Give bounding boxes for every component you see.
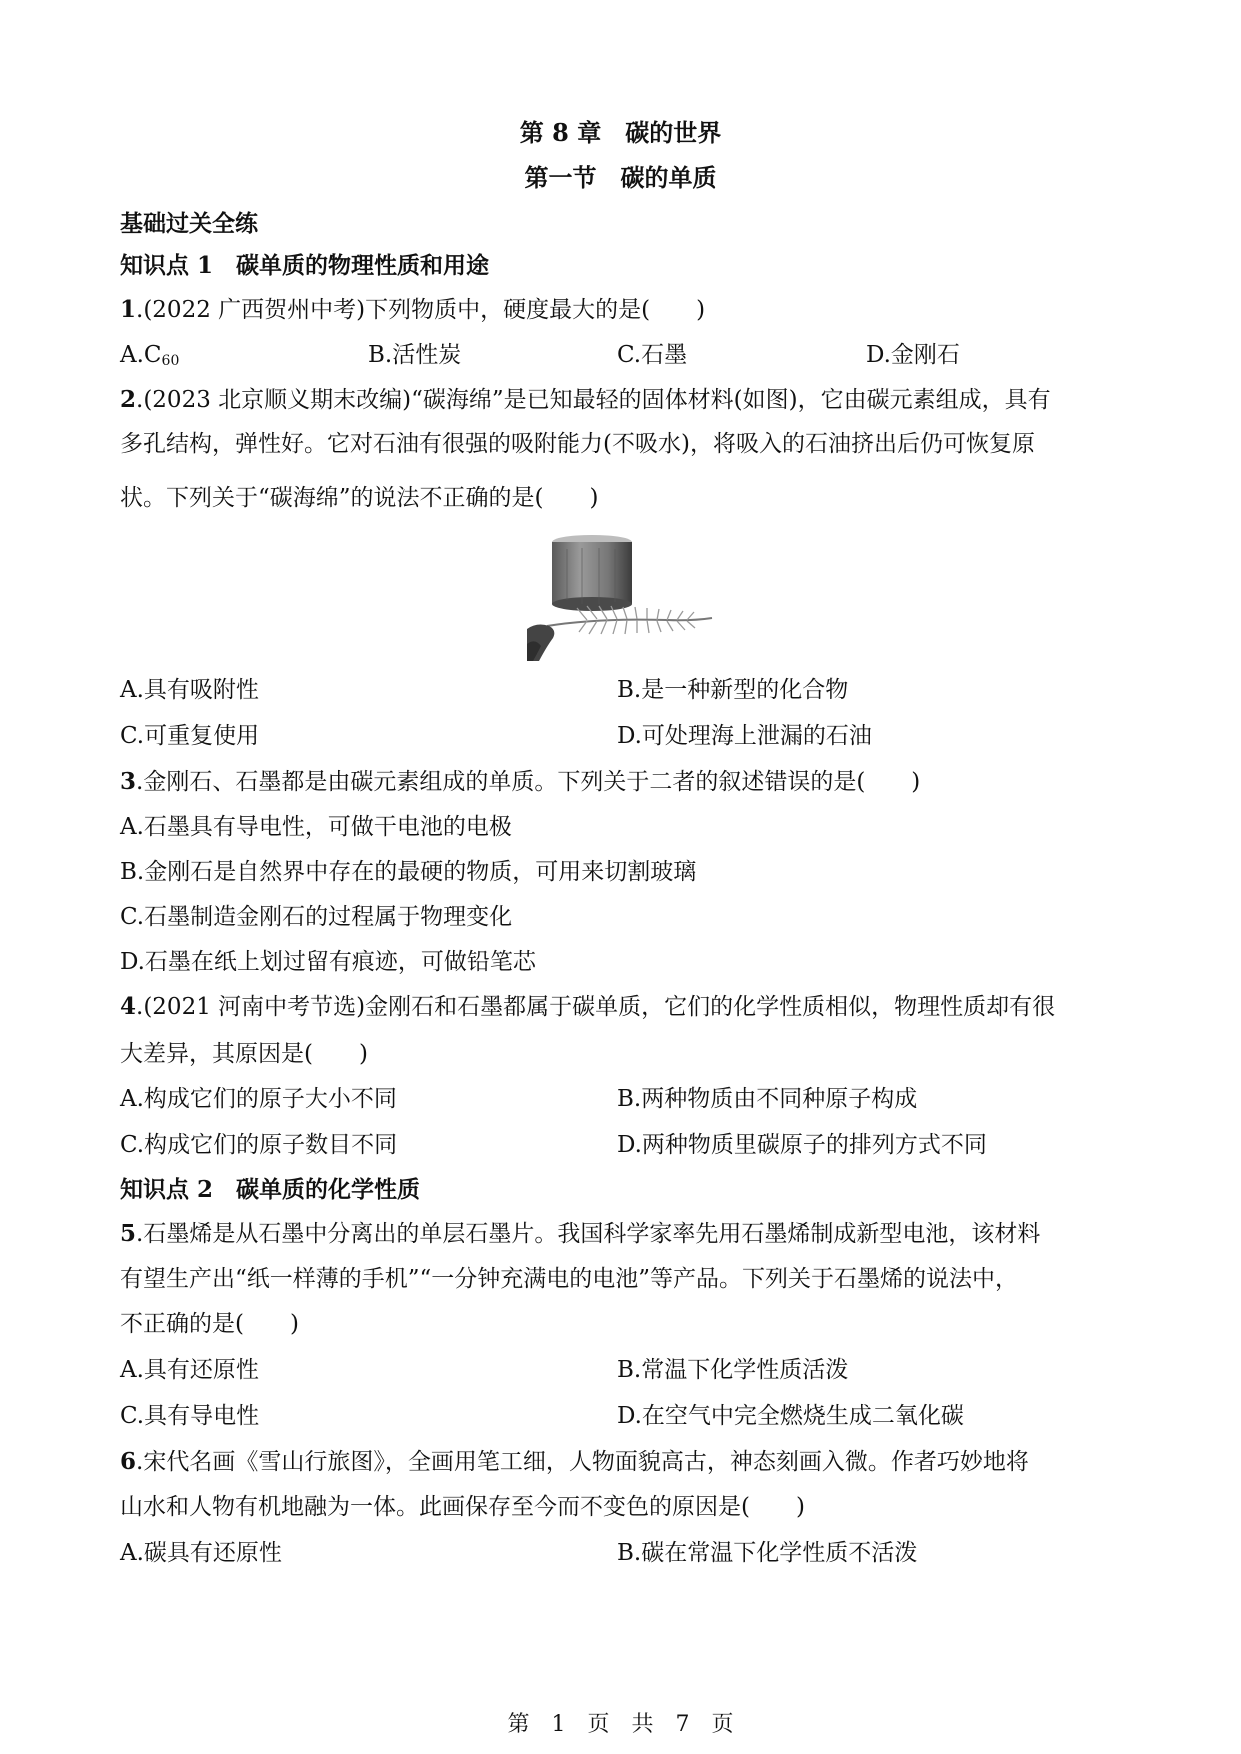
q2-option-a: A.具有吸附性 (120, 677, 259, 703)
question-text: .石墨烯是从石墨中分离出的单层石墨片。我国科学家率先用石墨烯制成新型电池，该材料 (136, 1221, 1041, 1247)
q5-option-b: B.常温下化学性质活泼 (617, 1357, 849, 1383)
question-text: .(2022 广西贺州中考)下列物质中，硬度最大的是( ) (136, 297, 706, 323)
q4-option-c: C.构成它们的原子数目不同 (120, 1132, 398, 1158)
chapter-title: 第 8 章 碳的世界 (519, 118, 722, 147)
q5-option-a: A.具有还原性 (120, 1357, 259, 1383)
q6-option-b: B.碳在常温下化学性质不活泼 (617, 1540, 918, 1566)
q1-option-a (120, 340, 179, 376)
q2-option-b: B.是一种新型的化合物 (617, 677, 849, 703)
question-text: .宋代名画《雪山行旅图》，全画用笔工细，人物面貌高古，神态刻画入微。作者巧妙地将 (136, 1449, 1029, 1475)
q3-option-d: D.石墨在纸上划过留有痕迹，可做铅笔芯 (120, 949, 536, 975)
q1-option-b: B.活性炭 (368, 342, 462, 368)
knowledge-point-2: 知识点 2 碳单质的化学性质 (120, 1176, 421, 1203)
question-5-line-1 (120, 1219, 1040, 1249)
option-text: A.C (120, 342, 162, 368)
q4-option-d: D.两种物质里碳原子的排列方式不同 (617, 1132, 987, 1158)
q2-option-c: C.可重复使用 (120, 723, 260, 749)
q4-option-a: A.构成它们的原子大小不同 (120, 1086, 397, 1112)
question-number: 1 (120, 296, 137, 323)
question-4-line-1 (120, 992, 1055, 1022)
q1-option-d: D.金刚石 (866, 342, 960, 368)
question-number: 4 (120, 993, 137, 1020)
question-2-line-2: 多孔结构，弹性好。它对石油有很强的吸附能力(不吸水)，将吸入的石油挤出后仍可恢复原 (120, 431, 1035, 457)
question-6-line-1 (120, 1447, 1029, 1477)
subscript: 60 (161, 353, 180, 369)
q5-option-d: D.在空气中完全燃烧生成二氧化碳 (617, 1403, 964, 1429)
practice-title: 基础过关全练 (120, 210, 258, 237)
q4-option-b: B.两种物质由不同种原子构成 (617, 1086, 918, 1112)
question-number: 5 (120, 1220, 137, 1247)
q1-option-c: C.石墨 (617, 342, 688, 368)
question-text: .(2021 河南中考节选)金刚石和石墨都属于碳单质，它们的化学性质相似，物理性质却有很 (136, 994, 1056, 1020)
question-5-line-2: 有望生产出“纸一样薄的手机”“一分钟充满电的电池”等产品。下列关于石墨烯的说法中， (120, 1266, 1019, 1292)
question-5-line-3: 不正确的是( ) (120, 1311, 299, 1337)
question-number: 6 (120, 1448, 137, 1475)
question-6-line-2: 山水和人物有机地融为一体。此画保存至今而不变色的原因是( ) (120, 1494, 805, 1520)
question-number: 3 (120, 768, 137, 795)
q3-option-c: C.石墨制造金刚石的过程属于物理变化 (120, 904, 513, 930)
q2-option-d: D.可处理海上泄漏的石油 (617, 723, 872, 749)
knowledge-point-1: 知识点 1 碳单质的物理性质和用途 (120, 252, 490, 279)
question-3 (120, 767, 920, 797)
page-footer: 第 1 页 共 7 页 (507, 1712, 734, 1737)
q3-option-b: B.金刚石是自然界中存在的最硬的物质，可用来切割玻璃 (120, 859, 697, 885)
question-4-line-2: 大差异，其原因是( ) (120, 1041, 368, 1067)
question-text: .(2023 北京顺义期末改编)“碳海绵”是已知最轻的固体材料(如图)，它由碳元素组成，具有 (136, 387, 1051, 413)
carbon-sponge-figure (527, 534, 717, 661)
question-number: 2 (120, 386, 137, 413)
q3-option-a: A.石墨具有导电性，可做干电池的电极 (120, 814, 512, 840)
question-1 (120, 295, 705, 325)
q5-option-c: C.具有导电性 (120, 1403, 260, 1429)
question-2-line-3: 状。下列关于“碳海绵”的说法不正确的是( ) (120, 485, 599, 511)
section-title: 第一节 碳的单质 (524, 163, 717, 192)
question-2-line-1 (120, 385, 1051, 415)
question-text: .金刚石、石墨都是由碳元素组成的单质。下列关于二者的叙述错误的是( ) (136, 769, 921, 795)
q6-option-a: A.碳具有还原性 (120, 1540, 282, 1566)
